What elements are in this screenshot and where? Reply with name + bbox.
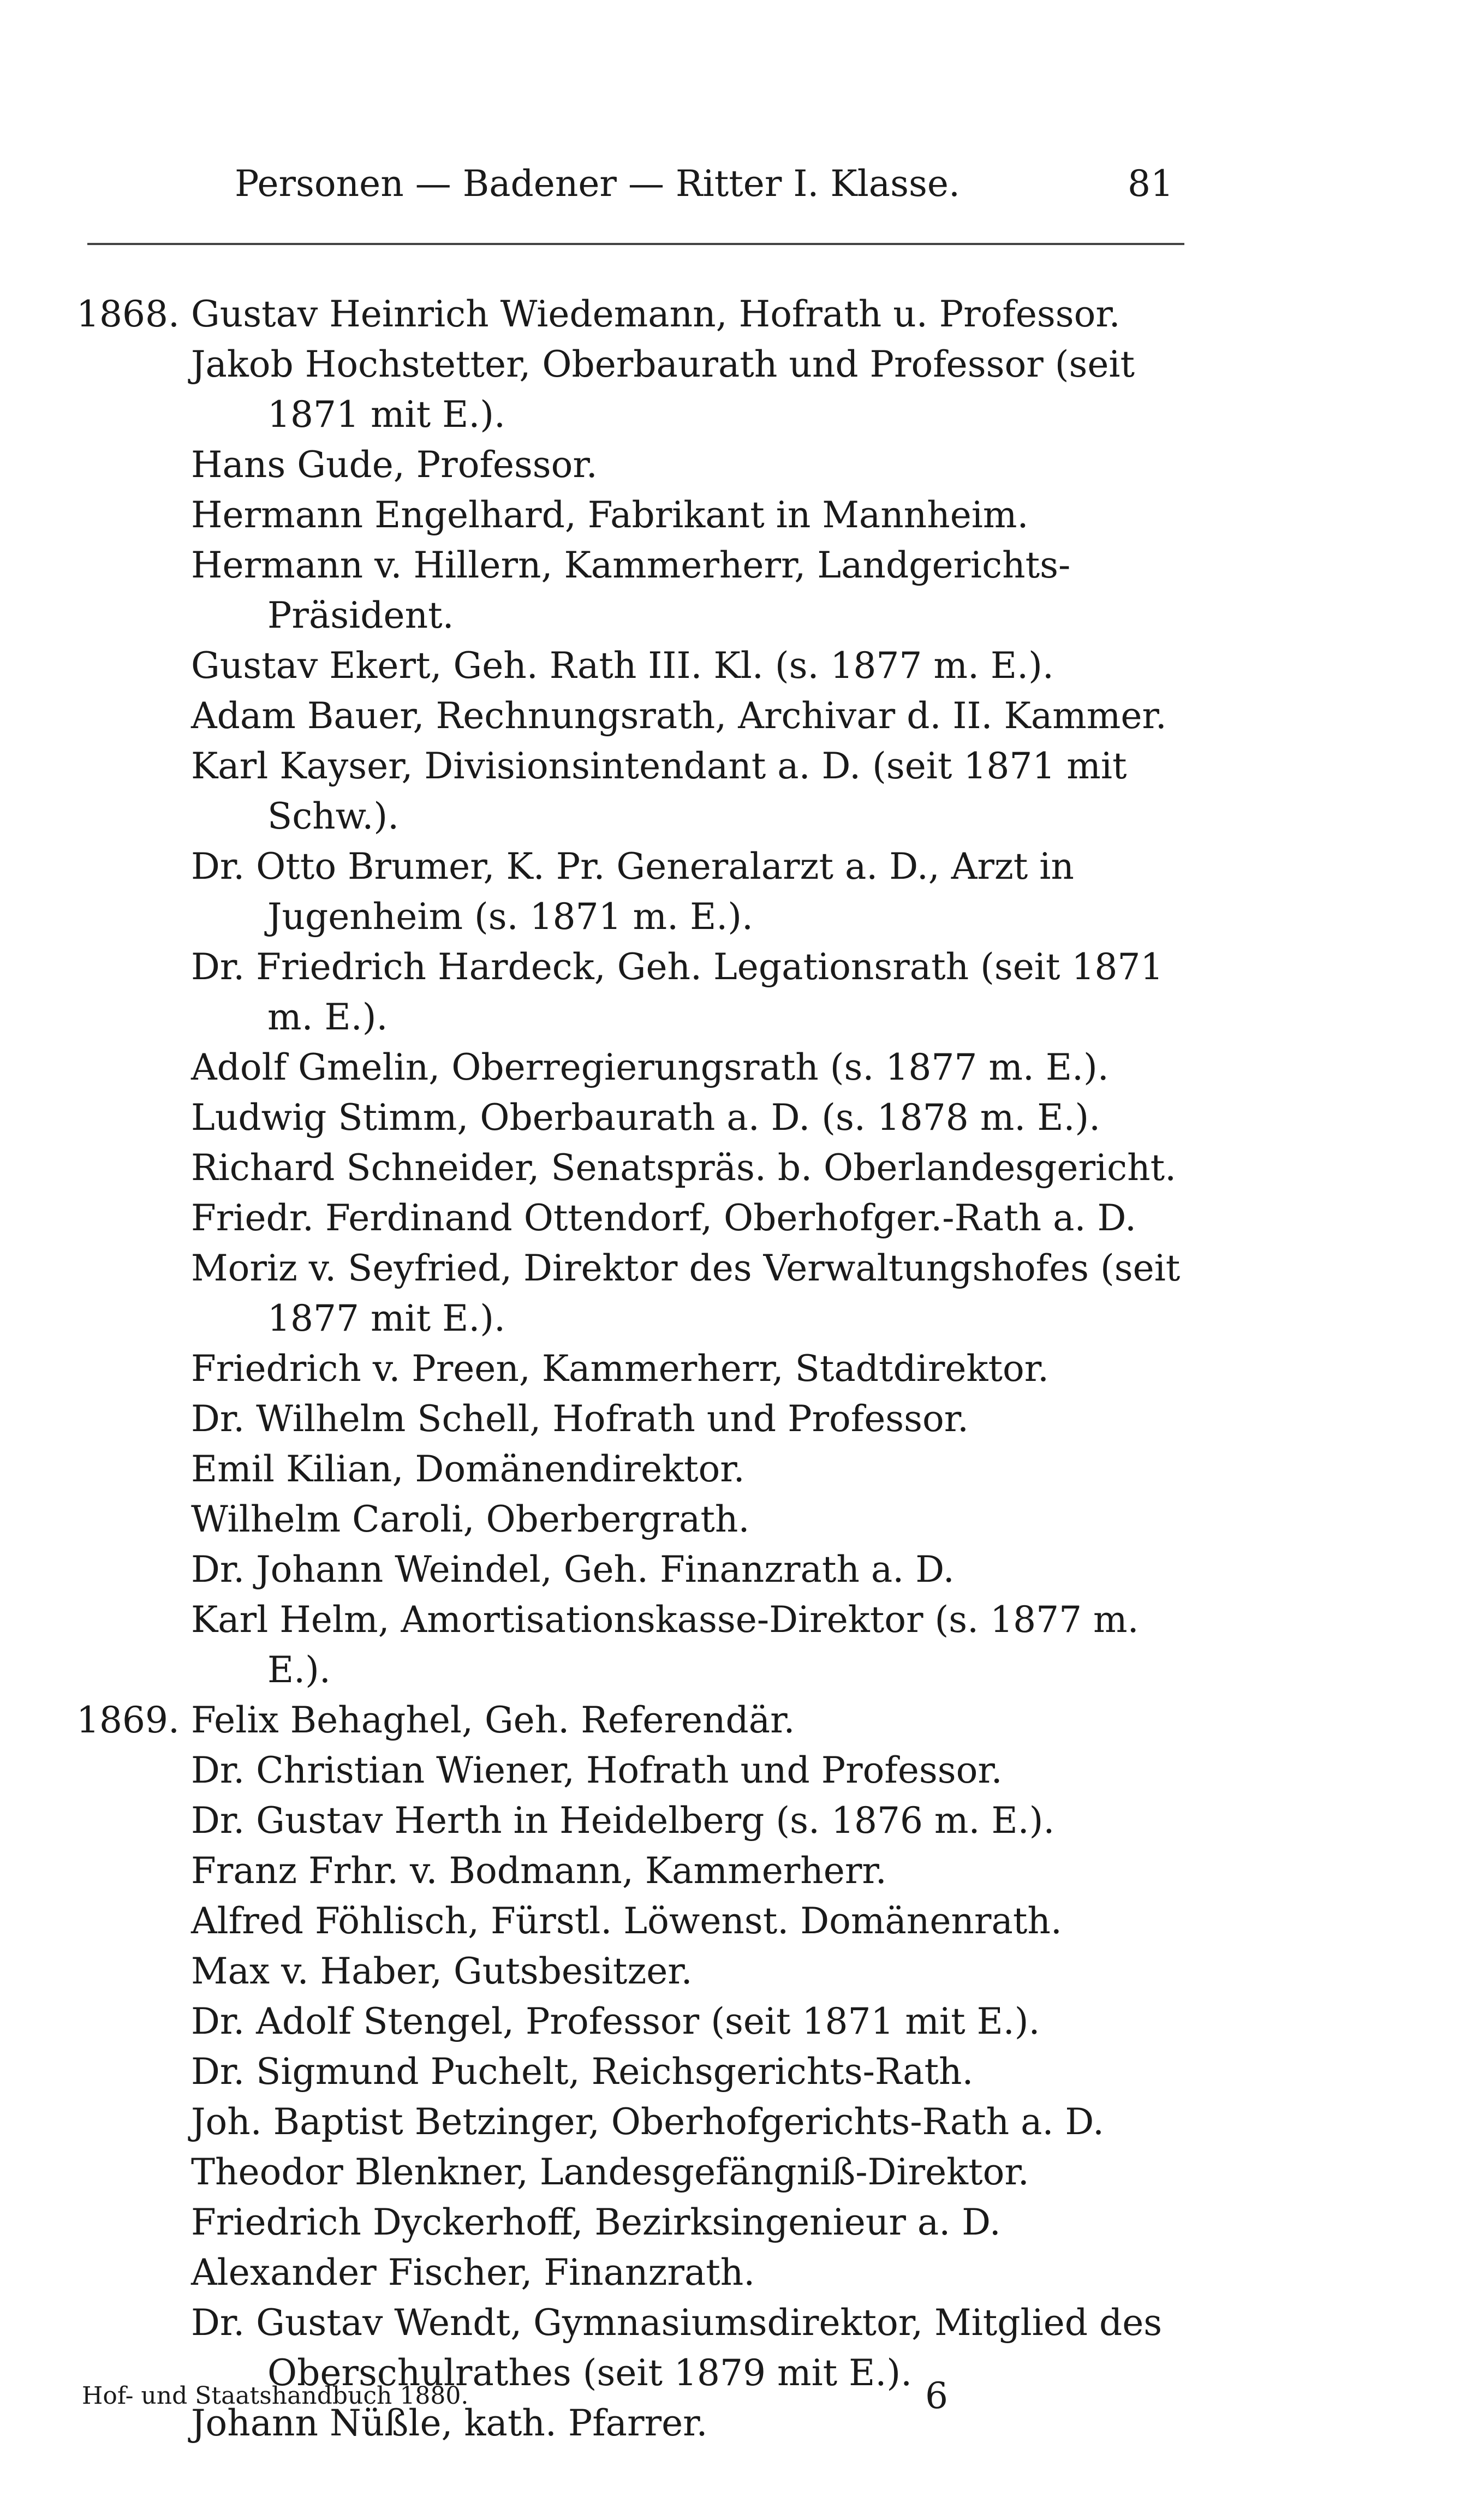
entry-text: Gustav Heinrich Wiedemann, Hofrath u. Professor. [191,293,1121,335]
entry-text: Dr. Adolf Stengel, Professor (seit 1871 mit E.). [191,2000,1040,2042]
list-item [76,2047,1212,2097]
list-item [76,1344,1212,1394]
page-footer [82,2372,1173,2421]
entry-text: Hermann Engelhard, Fabrikant in Mannheim. [191,494,1029,536]
list-item [76,490,1212,540]
list-item [76,1997,1212,2047]
entry-text: Friedrich Dyckerhoff, Bezirksingenieur a. D. [191,2201,1001,2243]
list-item [76,942,1212,1042]
entry-text: Hermann v. Hillern, Kammerherr, Landgerichts-Präsident. [191,544,1071,636]
list-item [76,440,1212,490]
entry-text: Ludwig Stimm, Oberbaurath a. D. (s. 1878 m. E.). [191,1097,1101,1139]
entry-text: Alfred Föhlisch, Fürstl. Löwenst. Domänenrath. [191,1900,1062,1942]
signature-mark: 6 [925,2375,948,2417]
page-number: 81 [1128,163,1173,205]
list-item [76,1093,1212,1143]
entry-year: 1868. [76,293,180,335]
entries-list [76,289,1212,2448]
list-item [76,741,1212,842]
entry-text: Jakob Hochstetter, Oberbaurath und Professor (seit 1871 mit E.). [191,343,1135,436]
entry-text: Dr. Gustav Herth in Heidelberg (s. 1876 m. E.). [191,1800,1055,1842]
entry-text: Dr. Johann Weindel, Geh. Finanzrath a. D. [191,1548,955,1590]
list-item [76,1444,1212,1494]
list-item [76,1846,1212,1896]
list-item [76,1193,1212,1243]
list-item [76,1946,1212,1997]
entry-text: Franz Frhr. v. Bodmann, Kammerherr. [191,1850,887,1892]
entry-text: Adam Bauer, Rechnungsrath, Archivar d. II. Kammer. [191,695,1167,737]
entry-text: Hans Gude, Professor. [191,444,598,486]
list-item [76,1796,1212,1846]
entry-text: Felix Behaghel, Geh. Referendär. [191,1699,795,1741]
entry-text: Dr. Gustav Wendt, Gymnasiumsdirektor, Mitglied des Oberschulrathes (seit 1879 mit E.). [191,2302,1163,2394]
header-rule [87,243,1184,245]
entry-text: Dr. Wilhelm Schell, Hofrath und Professor. [191,1398,969,1440]
list-item [76,289,1212,339]
entry-year: 1869. [76,1699,180,1741]
entry-text: Friedrich v. Preen, Kammerherr, Stadtdirektor. [191,1348,1049,1390]
entry-text: Alexander Fischer, Finanzrath. [191,2251,755,2293]
list-item [76,2147,1212,2197]
list-item [76,339,1212,440]
entry-text: Dr. Friedrich Hardeck, Geh. Legationsrath (seit 1871 m. E.). [191,946,1164,1038]
running-title: Personen — Badener — Ritter I. Klasse. [235,163,960,205]
entry-text: Moriz v. Seyfried, Direktor des Verwaltungshofes (seit 1877 mit E.). [191,1247,1181,1339]
entry-text: Emil Kilian, Domänendirektor. [191,1448,745,1490]
page-header [235,159,1173,208]
list-item [76,2248,1212,2298]
entry-text: Dr. Sigmund Puchelt, Reichsgerichts-Rath. [191,2051,974,2093]
entry-text: Johann Nüßle, kath. Pfarrer. [191,2402,708,2444]
entry-text: Richard Schneider, Senatspräs. b. Oberlandesgericht. [191,1147,1177,1189]
entry-text: Wilhelm Caroli, Oberbergrath. [191,1498,750,1540]
entry-text: Joh. Baptist Betzinger, Oberhofgerichts-Rath a. D. [191,2101,1104,2143]
list-item [76,1143,1212,1193]
list-item [76,1394,1212,1444]
imprint: Hof- und Staatshandbuch 1880. [82,2382,469,2410]
list-item [76,1494,1212,1545]
entry-text: Theodor Blenkner, Landesgefängniß-Direktor. [191,2151,1029,2193]
list-item [76,1595,1212,1695]
entry-text: Dr. Otto Brumer, K. Pr. Generalarzt a. D., Arzt in Jugenheim (s. 1871 m. E.). [191,845,1074,938]
list-item [76,1042,1212,1093]
list-item [76,641,1212,691]
list-item [76,1695,1212,1745]
list-item [76,1745,1212,1796]
list-item [76,1243,1212,1344]
list-item [76,2197,1212,2248]
entry-text: Dr. Christian Wiener, Hofrath und Professor. [191,1749,1003,1791]
list-item [76,540,1212,641]
entry-text: Gustav Ekert, Geh. Rath III. Kl. (s. 1877 m. E.). [191,645,1054,687]
list-item [76,842,1212,942]
list-item [76,1896,1212,1946]
list-item [76,691,1212,741]
entry-text: Adolf Gmelin, Oberregierungsrath (s. 1877 m. E.). [191,1046,1109,1088]
entry-text: Friedr. Ferdinand Ottendorf, Oberhofger.-Rath a. D. [191,1197,1136,1239]
entry-text: Max v. Haber, Gutsbesitzer. [191,1950,693,1992]
entry-text: Karl Helm, Amortisationskasse-Direktor (s. 1877 m. E.). [191,1599,1139,1691]
list-item [76,2097,1212,2147]
entry-text: Karl Kayser, Divisionsintendant a. D. (seit 1871 mit Schw.). [191,745,1127,837]
list-item [76,1545,1212,1595]
